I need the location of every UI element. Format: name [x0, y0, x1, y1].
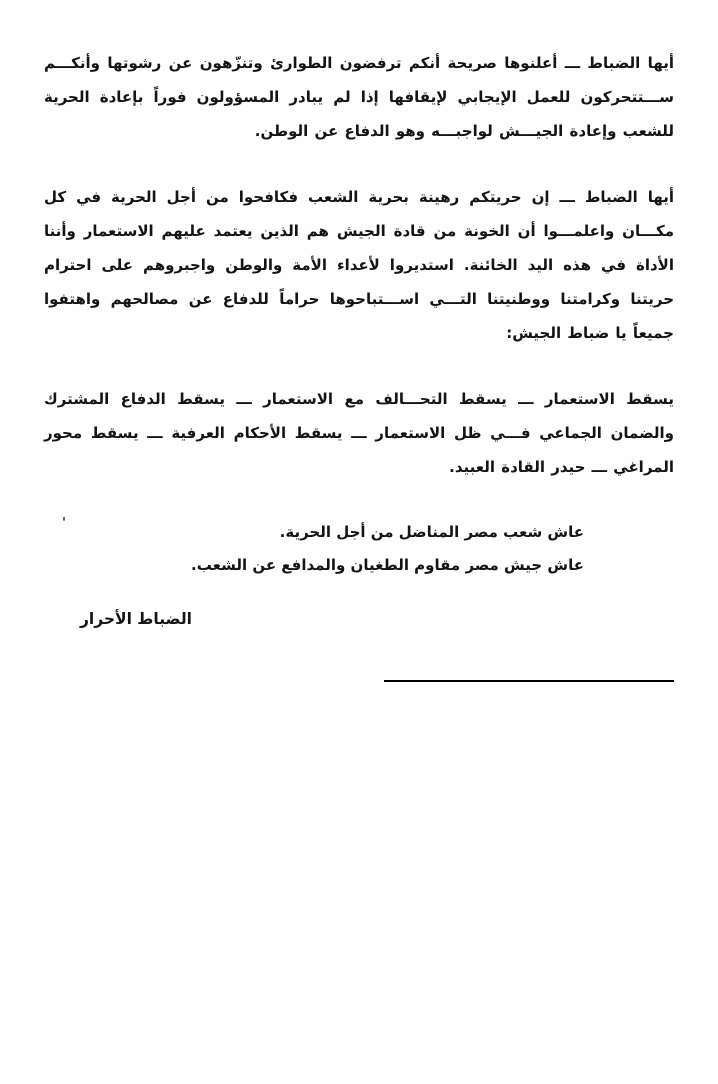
slogan-line-army: عاش جيش مصر مقاوم الطغيان والمدافع عن الشعب. [191, 556, 584, 574]
signature-free-officers: الضباط الأحرار [80, 610, 192, 628]
paragraph-down-with-slogans: يسقط الاستعمار ـــ يسقط التحـــالف مع الاستعمار ـــ يسقط الدفاع المشترك والضمان الجماعي فـــي ظل الاستعمار ـــ يسقط الأحكام العرفية ـــ يسقط محور المراغي ـــ حيدر القادة العبيد. [44, 390, 674, 476]
divider-line [384, 680, 674, 682]
slogan-block [44, 516, 674, 582]
slogan-line-people: عاش شعب مصر المناضل من أجل الحرية. [279, 523, 584, 541]
scan-artifact-mark: ' [62, 516, 66, 531]
paragraph-officers-freedom: أيها الضباط ـــ إن حريتكم رهينة بحرية الشعب فكافحوا من أجل الحرية في كل مكـــان واعلمـــوا أن الخونة من قادة الجيش هم الذين يعتمد عليهم الاستعمار وأننا الأداة في هذه اليد الخائنة. استديروا لأعداء الأمة والوطن واجبروهم على احترام حريتنا وكرامتنا ووطنيتنا التـــي اســـتباحوها حراماً للدفاع عن مصالحهم واهتفوا جميعاً يا ضباط الجيش: [44, 188, 674, 342]
paragraph-officers-announce: أيها الضباط ـــ أعلنوها صريحة أنكم ترفضون الطوارئ وتنزّهون عن رشوتها وأنكـــم ســـتتحركون للعمل الإيجابي لإيقافها إذا لم يبادر المسؤولون فوراً بإعادة الحرية للشعب وإعادة الجيـــش لواجبـــه وهو الدفاع عن الوطن. [44, 54, 674, 140]
